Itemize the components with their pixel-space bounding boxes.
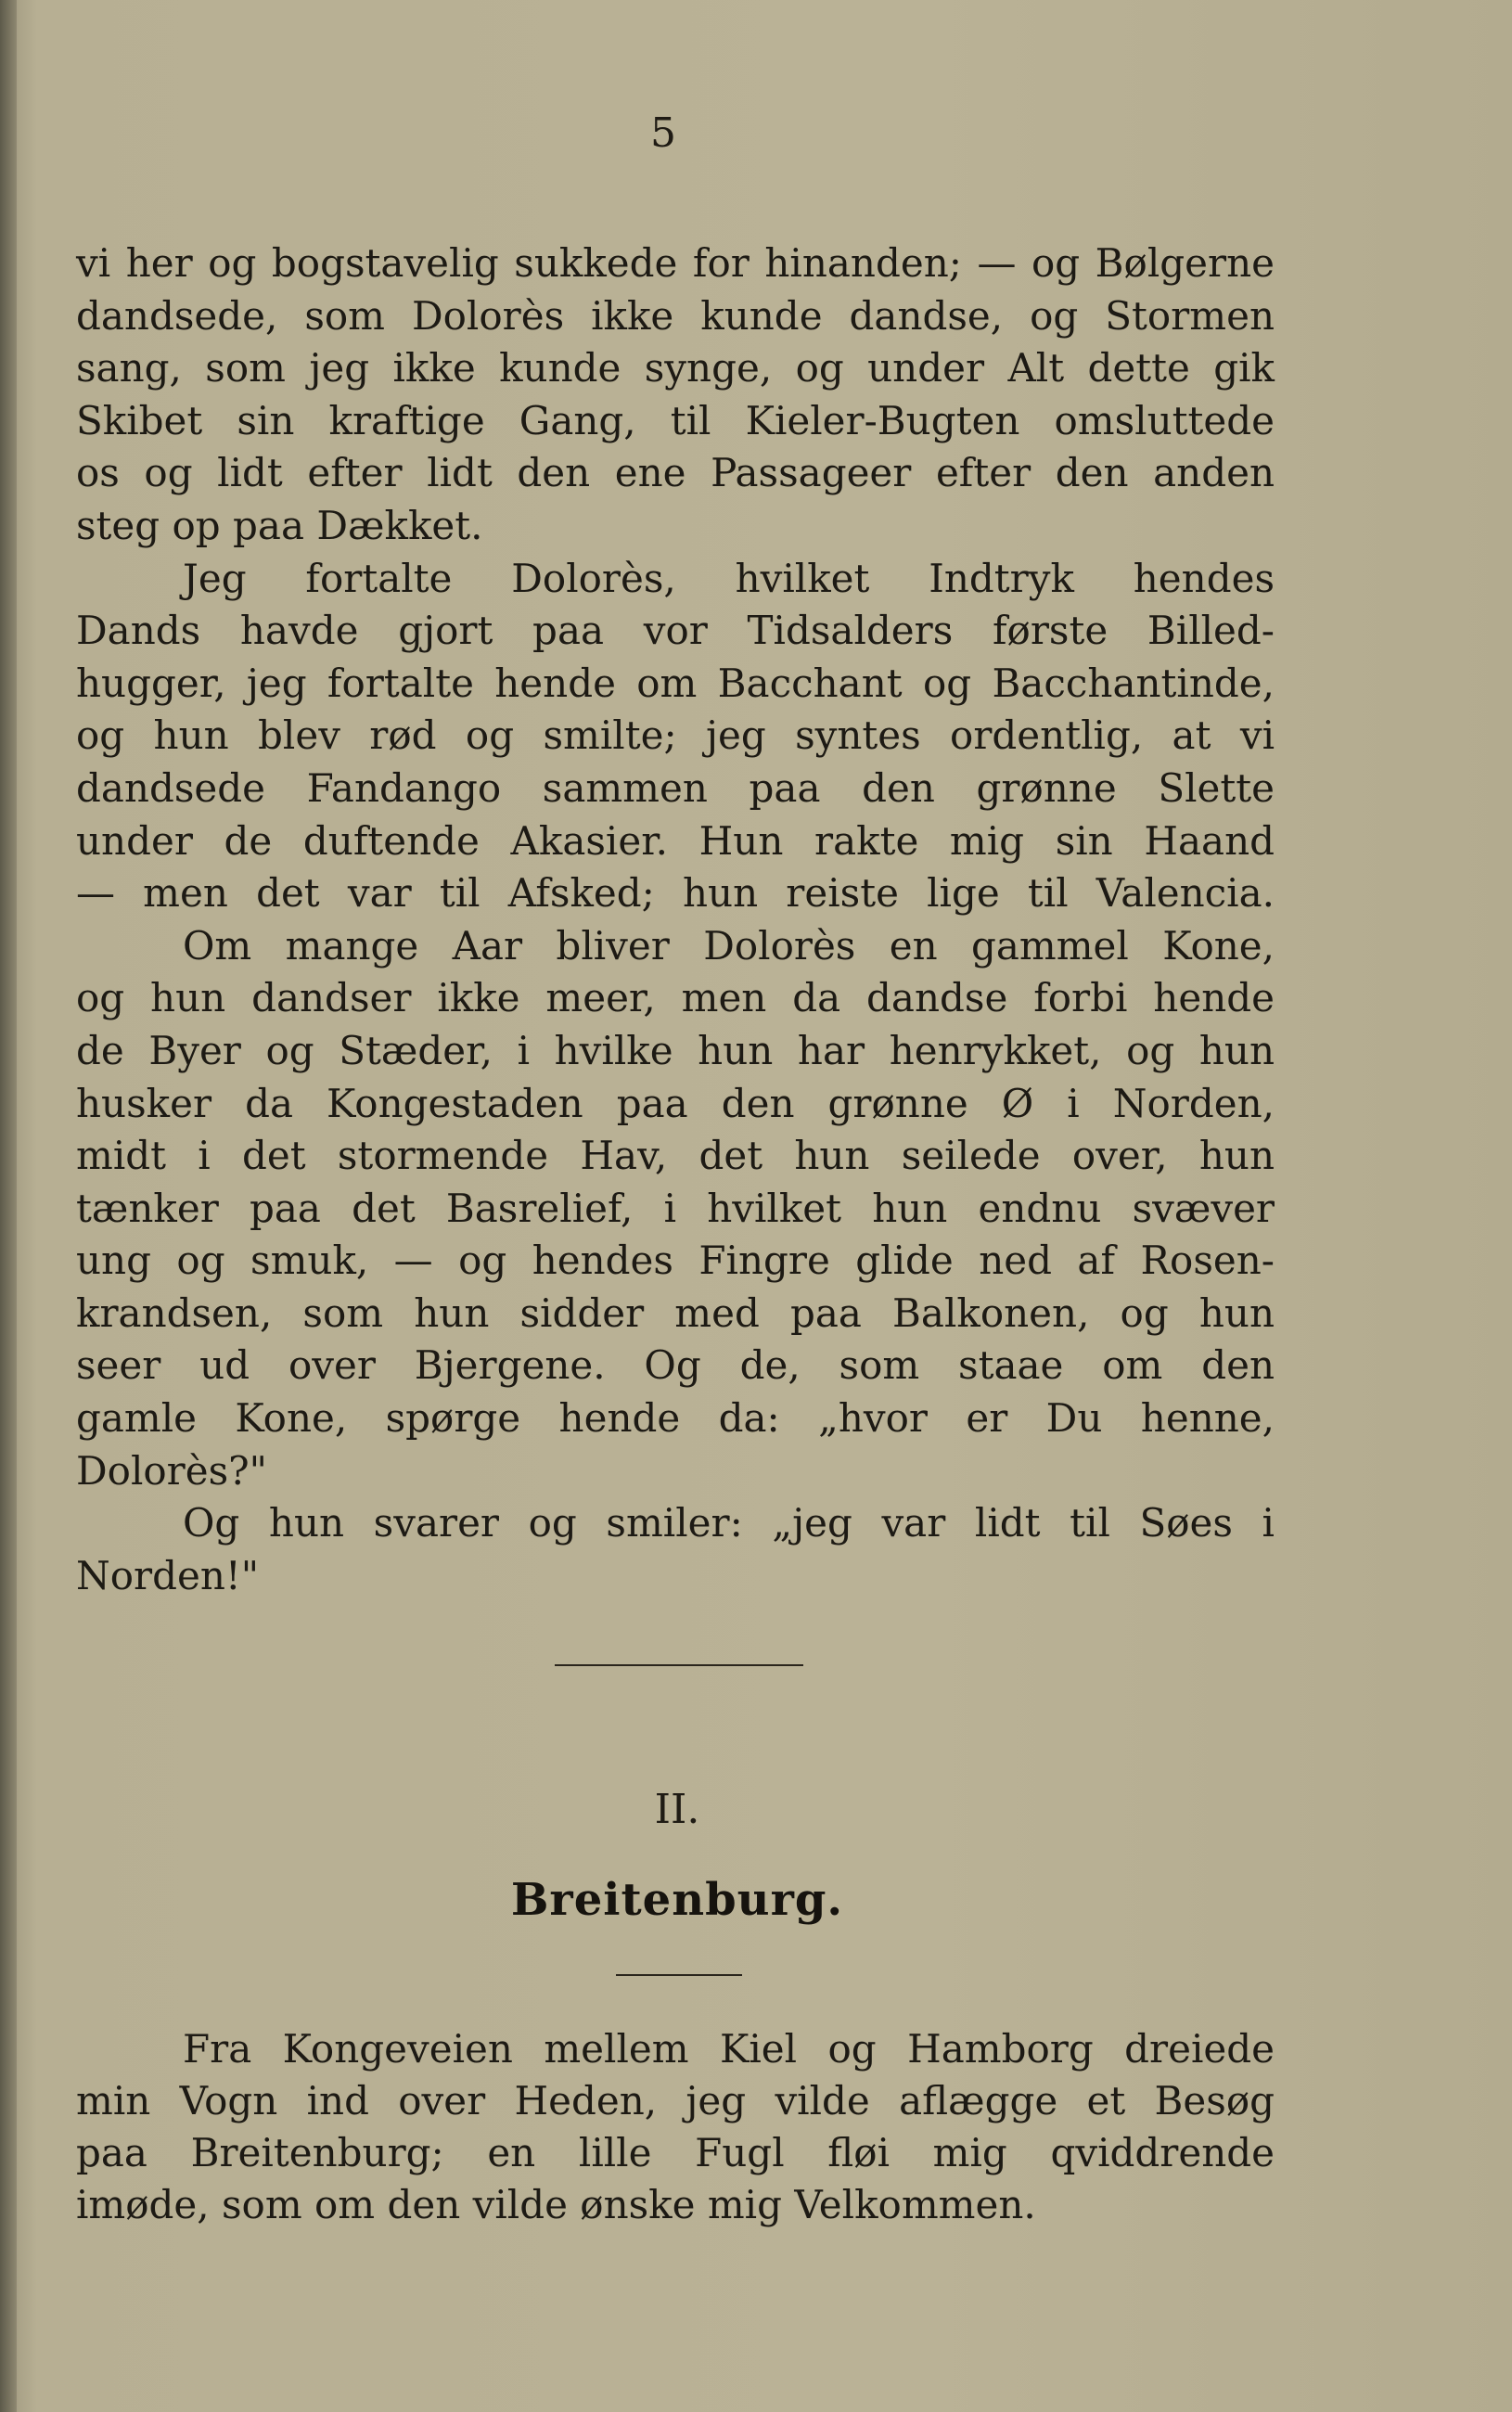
text-line: husker da Kongestaden paa den grønne Ø i Norden,	[76, 1080, 1275, 1126]
text-line: og hun blev rød og smilte; jeg syntes ordentlig, at vi	[76, 712, 1275, 759]
text-line: Dands havde gjort paa vor Tidsalders første Billed-	[76, 608, 1275, 654]
text-line: steg op paa Dækket.	[76, 502, 483, 548]
text-line: de Byer og Stæder, i hvilke hun har henrykket, og hun	[76, 1027, 1275, 1073]
text-line: Skibet sin kraftige Gang, til Kieler-Bugten omsluttede	[76, 397, 1275, 443]
body-text-top	[76, 237, 1275, 1602]
title-underline	[616, 1974, 742, 1976]
text-line: — men det var til Afsked; hun reiste lige til Valencia.	[76, 870, 1275, 917]
text-line: imøde, som om den vilde ønske mig Velkommen.	[76, 2182, 1036, 2227]
text-line: Jeg fortalte Dolorès, hvilket Indtryk hendes	[183, 555, 1275, 601]
text-line: paa Breitenburg; en lille Fugl fløi mig qviddrende	[76, 2130, 1275, 2175]
body-text-bottom	[76, 2023, 1275, 2231]
section-number: II.	[654, 1786, 700, 1833]
text-line: midt i det stormende Hav, det hun seilede over, hun	[76, 1133, 1275, 1179]
text-line: gamle Kone, spørge hende da: „hvor er Du henne,	[76, 1395, 1275, 1442]
text-line: Og hun svarer og smiler: „jeg var lidt til Søes i	[183, 1500, 1275, 1546]
section-divider	[555, 1664, 803, 1666]
text-line: sang, som jeg ikke kunde synge, og under Alt dette gik	[76, 345, 1275, 391]
text-line: under de duftende Akasier. Hun rakte mig sin Haand	[76, 817, 1275, 864]
text-line: hugger, jeg fortalte hende om Bacchant og Bacchantinde,	[76, 660, 1275, 706]
text-line: min Vogn ind over Heden, jeg vilde aflægge et Besøg	[76, 2078, 1275, 2123]
text-line: ung og smuk, — og hendes Fingre glide ned af Rosen-	[76, 1238, 1275, 1284]
text-line: tænker paa det Basrelief, i hvilket hun endnu svæver	[76, 1185, 1275, 1231]
text-line: Fra Kongeveien mellem Kiel og Hamborg dreiede	[183, 2026, 1275, 2072]
text-line: os og lidt efter lidt den ene Passageer efter den anden	[76, 450, 1275, 496]
text-line: og hun dandser ikke meer, men da dandse forbi hende	[76, 975, 1275, 1021]
text-line: Dolorès?"	[76, 1447, 268, 1494]
text-line: krandsen, som hun sidder med paa Balkonen, og hun	[76, 1289, 1275, 1336]
text-line: seer ud over Bjergene. Og de, som staae om den	[76, 1342, 1275, 1389]
text-line: Om mange Aar bliver Dolorès en gammel Kone,	[183, 922, 1275, 969]
text-line: dandsede, som Dolorès ikke kunde dandse, og Stormen	[76, 292, 1275, 339]
page-number: 5	[650, 109, 676, 157]
text-line: dandsede Fandango sammen paa den grønne Slette	[76, 764, 1275, 811]
section-title: Breitenburg.	[510, 1874, 844, 1926]
text-line: vi her og bogstavelig sukkede for hinanden; — og Bølgerne	[76, 240, 1275, 286]
text-line: Norden!"	[76, 1552, 260, 1598]
